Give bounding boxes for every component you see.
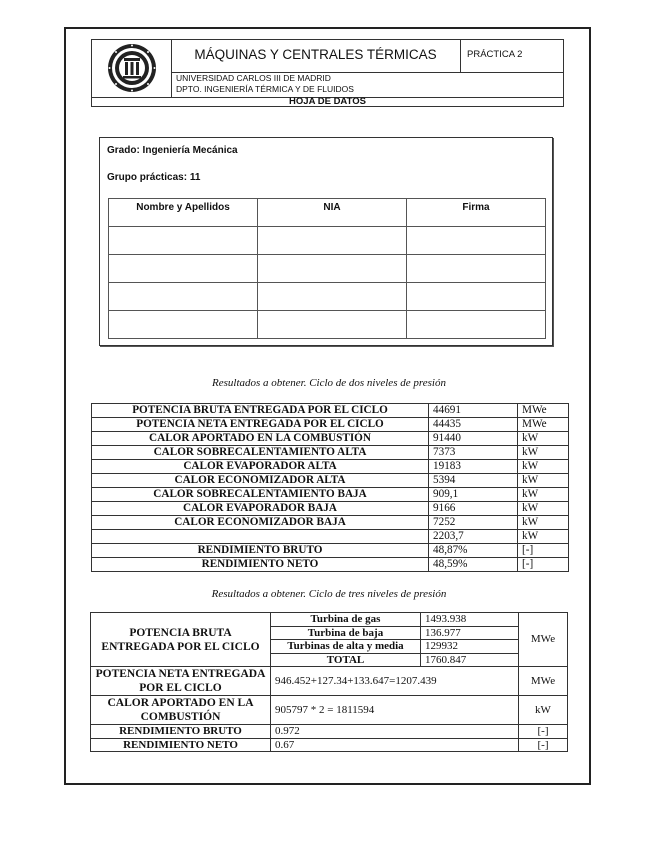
result-unit: [-]: [518, 558, 569, 572]
result-label: CALOR ECONOMIZADOR ALTA: [92, 474, 429, 488]
net-efficiency-value: 0.67: [271, 738, 519, 752]
name-cell[interactable]: [109, 227, 258, 255]
nia-cell[interactable]: [258, 255, 407, 283]
nia-cell[interactable]: [258, 311, 407, 339]
net-power-label: POTENCIA NETA ENTREGADA POR EL CICLO: [91, 667, 271, 696]
result-row: [92, 432, 569, 446]
result-value: 7373: [429, 446, 518, 460]
two-level-results-table: [91, 403, 569, 572]
three-level-caption: Resultados a obtener. Ciclo de tres niveles de presión: [211, 588, 447, 600]
heat-input-label: CALOR APORTADO EN LA COMBUSTIÓN: [91, 696, 271, 725]
result-row: [92, 488, 569, 502]
result-unit: kW: [518, 516, 569, 530]
nia-cell[interactable]: [258, 227, 407, 255]
department-name: DPTO. INGENIERÍA TÉRMICA Y DE FLUIDOS: [176, 84, 354, 94]
net-efficiency-unit: [-]: [519, 738, 568, 752]
result-unit: kW: [518, 488, 569, 502]
result-label: [92, 530, 429, 544]
gross-row-label: Turbina de gas: [271, 613, 421, 627]
group-value: 11: [189, 172, 201, 183]
column-name: Nombre y Apellidos: [109, 199, 258, 227]
gross-row-label: Turbinas de alta y media: [271, 640, 421, 654]
student-row: [109, 283, 546, 311]
result-label: POTENCIA BRUTA ENTREGADA POR EL CICLO: [92, 404, 429, 418]
result-unit: kW: [518, 502, 569, 516]
result-label: RENDIMIENTO NETO: [92, 558, 429, 572]
group-label: Grupo prácticas:: [107, 172, 190, 183]
result-value: 2203,7: [429, 530, 518, 544]
gross-power-unit: MWe: [519, 613, 568, 667]
result-value: 48,59%: [429, 558, 518, 572]
result-row: [92, 446, 569, 460]
result-unit: MWe: [518, 418, 569, 432]
document-header: [91, 39, 564, 107]
result-label: POTENCIA NETA ENTREGADA POR EL CICLO: [92, 418, 429, 432]
result-label: RENDIMIENTO BRUTO: [92, 544, 429, 558]
gross-row-value: 1493.938: [421, 613, 519, 627]
result-value: 9166: [429, 502, 518, 516]
heat-input-unit: kW: [519, 696, 568, 725]
result-value: 91440: [429, 432, 518, 446]
result-unit: kW: [518, 530, 569, 544]
name-cell[interactable]: [109, 255, 258, 283]
result-row: [92, 516, 569, 530]
result-label: CALOR EVAPORADOR BAJA: [92, 502, 429, 516]
degree-label: Grado: Ingeniería Mecánica: [107, 145, 238, 156]
result-unit: kW: [518, 432, 569, 446]
result-row: [92, 558, 569, 572]
university-seal: [107, 43, 157, 93]
three-level-results-table: [90, 612, 568, 752]
gross-efficiency-unit: [-]: [519, 725, 568, 739]
name-cell[interactable]: [109, 283, 258, 311]
result-unit: MWe: [518, 404, 569, 418]
column-firma: Firma: [407, 199, 546, 227]
heat-input-value: 905797 * 2 = 1811594: [271, 696, 519, 725]
gross-row-label: Turbina de baja: [271, 626, 421, 640]
name-cell[interactable]: [109, 311, 258, 339]
result-row: [92, 460, 569, 474]
gross-row-label: TOTAL: [271, 653, 421, 667]
result-label: CALOR SOBRECALENTAMIENTO BAJA: [92, 488, 429, 502]
signature-cell[interactable]: [407, 283, 546, 311]
practice-label: PRÁCTICA 2: [467, 49, 523, 60]
result-unit: [-]: [518, 544, 569, 558]
university-name: UNIVERSIDAD CARLOS III DE MADRID: [176, 73, 331, 83]
gross-row-value: 1760.847: [421, 653, 519, 667]
nia-cell[interactable]: [258, 283, 407, 311]
result-row: [92, 474, 569, 488]
result-label: CALOR APORTADO EN LA COMBUSTIÓN: [92, 432, 429, 446]
result-row: [92, 530, 569, 544]
gross-efficiency-label: RENDIMIENTO BRUTO: [91, 725, 271, 739]
result-unit: kW: [518, 474, 569, 488]
column-nia: NIA: [258, 199, 407, 227]
result-label: CALOR SOBRECALENTAMIENTO ALTA: [92, 446, 429, 460]
gross-power-label: POTENCIA BRUTA ENTREGADA POR EL CICLO: [91, 613, 271, 667]
result-value: 44691: [429, 404, 518, 418]
result-label: CALOR ECONOMIZADOR BAJA: [92, 516, 429, 530]
student-row: [109, 311, 546, 339]
course-title: MÁQUINAS Y CENTRALES TÉRMICAS: [194, 47, 437, 62]
two-level-caption: Resultados a obtener. Ciclo de dos niveles de presión: [212, 377, 446, 389]
result-row: [92, 544, 569, 558]
result-label: CALOR EVAPORADOR ALTA: [92, 460, 429, 474]
result-value: 5394: [429, 474, 518, 488]
net-power-unit: MWe: [519, 667, 568, 696]
student-row: [109, 227, 546, 255]
gross-row-value: 136.977: [421, 626, 519, 640]
result-row: [92, 418, 569, 432]
signature-cell[interactable]: [407, 255, 546, 283]
result-row: [92, 404, 569, 418]
result-value: 19183: [429, 460, 518, 474]
result-value: 48,87%: [429, 544, 518, 558]
signature-cell[interactable]: [407, 227, 546, 255]
result-value: 7252: [429, 516, 518, 530]
gross-row-value: 129932: [421, 640, 519, 654]
result-value: 909,1: [429, 488, 518, 502]
result-unit: kW: [518, 446, 569, 460]
sheet-title: HOJA DE DATOS: [289, 96, 366, 107]
result-unit: kW: [518, 460, 569, 474]
student-table: [108, 198, 546, 339]
net-power-value: 946.452+127.34+133.647=1207.439: [271, 667, 519, 696]
group-line: [107, 172, 200, 183]
result-value: 44435: [429, 418, 518, 432]
signature-cell[interactable]: [407, 311, 546, 339]
student-row: [109, 255, 546, 283]
net-efficiency-label: RENDIMIENTO NETO: [91, 738, 271, 752]
result-row: [92, 502, 569, 516]
gross-efficiency-value: 0.972: [271, 725, 519, 739]
